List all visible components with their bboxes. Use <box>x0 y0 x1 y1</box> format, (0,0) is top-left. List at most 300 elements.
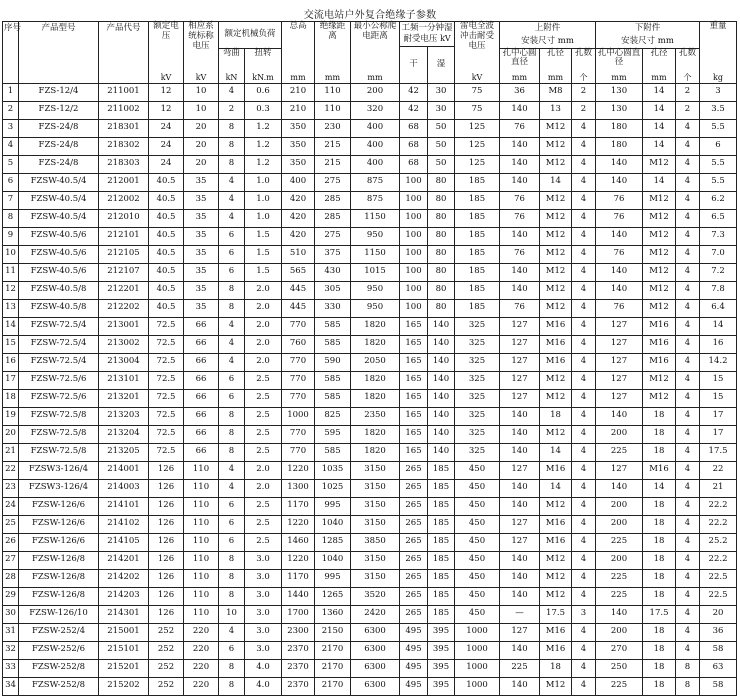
table-cell: 6 <box>219 389 245 407</box>
table-cell-model: FZSW-40.5/4 <box>19 173 99 191</box>
table-cell: 18 <box>643 587 676 605</box>
table-cell: 220 <box>184 659 219 677</box>
table-cell: 1.2 <box>245 119 282 137</box>
table-cell: 27 <box>3 551 19 569</box>
table-row <box>3 155 737 173</box>
table-cell: 2.5 <box>245 533 282 551</box>
table-cell: 4 <box>676 425 700 443</box>
table-cell: 13 <box>540 101 572 119</box>
table-cell: 2300 <box>282 623 315 641</box>
table-cell: 14 <box>700 317 737 335</box>
table-cell: 35 <box>184 227 219 245</box>
table-cell: M12 <box>540 155 572 173</box>
table-cell: 5 <box>3 155 19 173</box>
table-cell: 14 <box>3 317 19 335</box>
table-cell: 4 <box>572 173 596 191</box>
table-cell: 22.5 <box>700 569 737 587</box>
table-cell: 10 <box>184 101 219 119</box>
table-cell: 14 <box>643 173 676 191</box>
table-cell: 214301 <box>99 605 149 623</box>
table-cell: 1000 <box>455 641 500 659</box>
table-cell: 4 <box>572 533 596 551</box>
table-cell: 126 <box>149 569 184 587</box>
header-upper-fitting: 上附件 安装尺寸 mm <box>500 22 596 49</box>
table-cell: 185 <box>455 281 500 299</box>
table-cell: 24 <box>149 155 184 173</box>
table-cell: 4 <box>219 353 245 371</box>
table-cell: 430 <box>315 263 351 281</box>
table-cell: 72.5 <box>149 317 184 335</box>
table-cell-model: FZSW-72.5/4 <box>19 353 99 371</box>
table-cell: M12 <box>540 389 572 407</box>
table-cell: 400 <box>351 137 400 155</box>
table-cell: 18 <box>643 641 676 659</box>
table-cell: 400 <box>282 173 315 191</box>
table-cell: M12 <box>643 227 676 245</box>
table-cell-model: FZSW-72.5/6 <box>19 389 99 407</box>
table-cell-model: FZSW-72.5/6 <box>19 371 99 389</box>
table-cell: 35 <box>184 245 219 263</box>
table-cell: M12 <box>540 677 572 695</box>
table-row <box>3 407 737 425</box>
table-cell: 325 <box>455 443 500 461</box>
table-cell: 6 <box>219 371 245 389</box>
table-row <box>3 209 737 227</box>
table-cell: 50 <box>428 137 455 155</box>
table-cell: 3850 <box>351 533 400 551</box>
table-cell: 3150 <box>351 515 400 533</box>
table-cell: 2.0 <box>245 335 282 353</box>
table-cell: 140 <box>500 281 540 299</box>
table-cell: 325 <box>455 389 500 407</box>
table-cell: 1.0 <box>245 209 282 227</box>
table-cell: 130 <box>596 101 643 119</box>
table-cell: 250 <box>596 659 643 677</box>
table-cell: 4 <box>676 533 700 551</box>
table-cell: 1000 <box>455 623 500 641</box>
table-cell: 210 <box>282 83 315 101</box>
table-cell: 3150 <box>351 569 400 587</box>
table-cell: 76 <box>500 299 540 317</box>
table-cell: 4 <box>572 515 596 533</box>
table-cell: 265 <box>400 551 428 569</box>
table-cell: 140 <box>500 137 540 155</box>
table-cell: 140 <box>500 101 540 119</box>
table-cell: 40.5 <box>149 245 184 263</box>
table-cell: 127 <box>500 353 540 371</box>
table-cell: 14 <box>643 479 676 497</box>
header-system-voltage: 相应系统标称电压 kV <box>184 22 219 84</box>
table-cell: 4 <box>572 119 596 137</box>
table-cell: 185 <box>455 263 500 281</box>
table-cell: 20 <box>700 605 737 623</box>
table-cell: 2.0 <box>245 299 282 317</box>
table-cell-model: FZS-24/8 <box>19 137 99 155</box>
table-cell: M12 <box>540 497 572 515</box>
table-cell: 80 <box>428 173 455 191</box>
table-cell: 1.2 <box>245 137 282 155</box>
table-cell: M16 <box>540 353 572 371</box>
table-cell: 211002 <box>99 101 149 119</box>
table-cell: 63 <box>700 659 737 677</box>
table-cell-model: FZSW-126/8 <box>19 551 99 569</box>
table-cell-model: FZSW-40.5/4 <box>19 209 99 227</box>
table-cell: 40.5 <box>149 299 184 317</box>
table-cell: 18 <box>643 623 676 641</box>
table-cell: 140 <box>500 263 540 281</box>
table-cell: 4 <box>676 281 700 299</box>
table-cell: 252 <box>149 641 184 659</box>
table-cell: 2.0 <box>245 353 282 371</box>
table-cell: M12 <box>540 569 572 587</box>
table-cell: 395 <box>428 659 455 677</box>
table-cell: 127 <box>500 335 540 353</box>
table-cell: 3.0 <box>245 551 282 569</box>
table-cell: 40.5 <box>149 263 184 281</box>
table-cell: 25.2 <box>700 533 737 551</box>
table-cell: 185 <box>428 533 455 551</box>
table-cell: 18 <box>643 443 676 461</box>
table-cell: 395 <box>428 677 455 695</box>
table-cell: 495 <box>400 659 428 677</box>
table-row <box>3 659 737 677</box>
table-cell: 24 <box>3 497 19 515</box>
table-cell: 80 <box>428 227 455 245</box>
table-cell: 4 <box>572 659 596 677</box>
table-cell: 213004 <box>99 353 149 371</box>
header-rated-voltage: 额定电压 kV <box>149 22 184 84</box>
table-cell-model: FZS-24/8 <box>19 119 99 137</box>
table-cell: 140 <box>428 371 455 389</box>
table-cell: 185 <box>428 497 455 515</box>
table-cell: 6 <box>219 227 245 245</box>
table-cell-model: FZSW-72.5/8 <box>19 407 99 425</box>
table-cell: 213001 <box>99 317 149 335</box>
table-cell: 200 <box>596 425 643 443</box>
table-cell: 320 <box>351 101 400 119</box>
table-row <box>3 317 737 335</box>
table-cell: 140 <box>500 479 540 497</box>
table-cell: 305 <box>315 281 351 299</box>
table-cell: 1820 <box>351 335 400 353</box>
table-cell: M12 <box>643 281 676 299</box>
table-cell: 110 <box>184 587 219 605</box>
table-cell: 7.8 <box>700 281 737 299</box>
table-cell: M12 <box>540 191 572 209</box>
table-cell: 212201 <box>99 281 149 299</box>
table-cell: 450 <box>455 569 500 587</box>
table-cell: 165 <box>400 371 428 389</box>
table-cell: 4 <box>572 191 596 209</box>
table-cell: 450 <box>455 551 500 569</box>
table-cell: 140 <box>500 497 540 515</box>
table-cell: 8 <box>219 569 245 587</box>
table-cell: 1035 <box>315 461 351 479</box>
table-row <box>3 425 737 443</box>
table-cell: 8 <box>219 551 245 569</box>
table-row <box>3 173 737 191</box>
table-cell: 8 <box>676 677 700 695</box>
table-cell: 140 <box>500 173 540 191</box>
table-cell: 4 <box>572 281 596 299</box>
table-cell: 395 <box>428 623 455 641</box>
table-cell: 200 <box>596 551 643 569</box>
table-cell: 213101 <box>99 371 149 389</box>
table-cell: 17 <box>700 425 737 443</box>
table-cell: 212101 <box>99 227 149 245</box>
table-cell: 12 <box>149 101 184 119</box>
table-cell: 22.2 <box>700 515 737 533</box>
table-cell: 1820 <box>351 443 400 461</box>
table-cell: 450 <box>455 479 500 497</box>
table-cell: 995 <box>315 497 351 515</box>
table-cell: 140 <box>428 353 455 371</box>
table-cell: 4 <box>572 461 596 479</box>
table-cell-model: FZSW-72.5/4 <box>19 335 99 353</box>
table-cell: 375 <box>315 245 351 263</box>
table-cell: 3.5 <box>700 101 737 119</box>
table-cell-model: FZSW-252/8 <box>19 659 99 677</box>
table-cell: 3520 <box>351 587 400 605</box>
table-cell: 325 <box>455 335 500 353</box>
table-cell: 28 <box>3 569 19 587</box>
table-row <box>3 479 737 497</box>
table-cell: 35 <box>184 191 219 209</box>
table-cell: 2420 <box>351 605 400 623</box>
table-cell: M12 <box>643 245 676 263</box>
table-cell: 265 <box>400 605 428 623</box>
table-cell: 3 <box>572 605 596 623</box>
table-cell: 1.0 <box>245 191 282 209</box>
table-cell: 140 <box>428 443 455 461</box>
table-cell: 185 <box>428 461 455 479</box>
table-cell: 445 <box>282 281 315 299</box>
table-cell: M12 <box>643 389 676 407</box>
table-cell: M16 <box>540 317 572 335</box>
table-cell: 140 <box>596 227 643 245</box>
table-cell: 140 <box>428 389 455 407</box>
table-cell: 1000 <box>455 677 500 695</box>
table-cell: 75 <box>455 83 500 101</box>
table-cell: 185 <box>428 551 455 569</box>
table-cell: 214102 <box>99 515 149 533</box>
table-cell: 165 <box>400 353 428 371</box>
table-cell: 4 <box>572 569 596 587</box>
table-cell: 2350 <box>351 407 400 425</box>
table-cell: 1460 <box>282 533 315 551</box>
table-cell: M16 <box>540 533 572 551</box>
table-cell: 110 <box>315 83 351 101</box>
table-cell: 126 <box>149 461 184 479</box>
table-cell: 325 <box>455 371 500 389</box>
table-cell: 185 <box>455 173 500 191</box>
table-cell: 2370 <box>282 659 315 677</box>
table-row <box>3 551 737 569</box>
table-cell: 30 <box>428 101 455 119</box>
table-cell: 350 <box>282 119 315 137</box>
table-cell: 760 <box>282 335 315 353</box>
table-cell: 220 <box>184 623 219 641</box>
table-cell: 18 <box>643 533 676 551</box>
table-cell: 420 <box>282 191 315 209</box>
table-cell: 825 <box>315 407 351 425</box>
table-cell: 80 <box>428 245 455 263</box>
table-cell: 40.5 <box>149 173 184 191</box>
table-cell: 4 <box>676 515 700 533</box>
header-lower-fitting: 下附件 安装尺寸 mm <box>596 22 700 49</box>
table-cell: M12 <box>540 551 572 569</box>
table-cell: 6 <box>219 497 245 515</box>
header-lower-hole-count: 孔数 个 <box>676 48 700 83</box>
table-cell: 420 <box>282 209 315 227</box>
table-cell: 185 <box>428 569 455 587</box>
table-cell: 140 <box>500 569 540 587</box>
table-cell: 68 <box>400 119 428 137</box>
table-cell: 4 <box>676 245 700 263</box>
table-cell: 1820 <box>351 371 400 389</box>
table-cell: 14 <box>540 443 572 461</box>
table-cell: 110 <box>184 515 219 533</box>
table-cell: 100 <box>400 209 428 227</box>
table-cell: 165 <box>400 407 428 425</box>
table-cell: 8 <box>219 443 245 461</box>
table-cell: 4 <box>676 461 700 479</box>
table-cell: 330 <box>315 299 351 317</box>
header-upper-hole-center: 孔中心圆直径 mm <box>500 48 540 83</box>
table-cell: 127 <box>500 389 540 407</box>
table-cell: 3150 <box>351 497 400 515</box>
table-cell: 185 <box>455 299 500 317</box>
table-cell: 252 <box>149 623 184 641</box>
table-cell: 8 <box>219 587 245 605</box>
table-cell: 126 <box>149 479 184 497</box>
table-cell: 140 <box>500 227 540 245</box>
table-cell: 76 <box>500 209 540 227</box>
table-cell: 950 <box>351 227 400 245</box>
table-cell: 211001 <box>99 83 149 101</box>
table-cell: 400 <box>351 119 400 137</box>
table-cell: 350 <box>282 137 315 155</box>
table-cell: 126 <box>149 605 184 623</box>
table-cell: 100 <box>400 173 428 191</box>
table-cell: 185 <box>455 209 500 227</box>
table-cell: 110 <box>315 101 351 119</box>
table-cell: 80 <box>428 299 455 317</box>
table-cell: 22.2 <box>700 551 737 569</box>
table-cell: 325 <box>455 317 500 335</box>
table-cell: 140 <box>500 641 540 659</box>
table-cell: 185 <box>428 587 455 605</box>
table-cell: 565 <box>282 263 315 281</box>
table-cell: 4.0 <box>245 659 282 677</box>
table-cell: 212202 <box>99 299 149 317</box>
table-cell: 34 <box>3 677 19 695</box>
table-cell: 495 <box>400 677 428 695</box>
table-cell-model: FZSW-40.5/6 <box>19 227 99 245</box>
table-cell: 127 <box>596 389 643 407</box>
table-cell: 4 <box>676 551 700 569</box>
table-cell: 20 <box>184 119 219 137</box>
table-cell: 4 <box>572 407 596 425</box>
table-cell: 4 <box>676 335 700 353</box>
table-cell: 17 <box>700 407 737 425</box>
table-cell: 127 <box>500 371 540 389</box>
table-cell: 1265 <box>315 587 351 605</box>
table-cell: 265 <box>400 569 428 587</box>
table-cell: 595 <box>315 425 351 443</box>
table-cell: 4 <box>219 209 245 227</box>
table-cell: 3 <box>3 119 19 137</box>
table-cell: 80 <box>428 281 455 299</box>
table-cell: 585 <box>315 317 351 335</box>
table-cell: 76 <box>596 191 643 209</box>
table-cell: 265 <box>400 587 428 605</box>
table-row <box>3 137 737 155</box>
table-cell: 213002 <box>99 335 149 353</box>
table-cell: 2170 <box>315 659 351 677</box>
table-cell: 40.5 <box>149 191 184 209</box>
table-cell: 66 <box>184 317 219 335</box>
table-cell: 265 <box>400 479 428 497</box>
table-cell: 265 <box>400 515 428 533</box>
table-cell: 4 <box>219 335 245 353</box>
table-cell: 215201 <box>99 659 149 677</box>
table-cell: 4 <box>572 677 596 695</box>
table-cell: 125 <box>455 155 500 173</box>
table-cell: 1700 <box>282 605 315 623</box>
table-cell: 2 <box>219 101 245 119</box>
table-cell: 110 <box>184 551 219 569</box>
table-cell: 6.4 <box>700 299 737 317</box>
table-cell: 10 <box>219 605 245 623</box>
table-row <box>3 263 737 281</box>
table-cell: 68 <box>400 155 428 173</box>
table-cell: 4 <box>219 173 245 191</box>
table-cell: 17.5 <box>540 605 572 623</box>
table-cell: 2.0 <box>245 281 282 299</box>
table-cell: 4 <box>572 479 596 497</box>
header-insulation-dist: 绝缘距离 mm <box>315 22 351 84</box>
table-cell: 350 <box>282 155 315 173</box>
table-cell: 140 <box>596 281 643 299</box>
table-cell: 6 <box>219 263 245 281</box>
table-cell: 16 <box>3 353 19 371</box>
table-cell: 4 <box>676 119 700 137</box>
table-cell-model: FZSW-72.5/4 <box>19 317 99 335</box>
table-cell: 14 <box>643 101 676 119</box>
table-cell: 4 <box>572 587 596 605</box>
table-cell: 770 <box>282 371 315 389</box>
table-cell: 2 <box>676 83 700 101</box>
table-row <box>3 461 737 479</box>
table-cell: 230 <box>315 119 351 137</box>
table-cell: 4 <box>572 389 596 407</box>
table-body <box>3 83 737 695</box>
table-cell: 4 <box>676 173 700 191</box>
table-cell: 495 <box>400 623 428 641</box>
table-cell: 5.5 <box>700 173 737 191</box>
table-cell: 445 <box>282 299 315 317</box>
table-cell: M16 <box>643 317 676 335</box>
table-cell: 4 <box>572 623 596 641</box>
table-cell: 72.5 <box>149 335 184 353</box>
table-cell: 1040 <box>315 551 351 569</box>
table-cell: 770 <box>282 443 315 461</box>
table-cell: 75 <box>455 101 500 119</box>
table-cell: 66 <box>184 425 219 443</box>
table-cell: 140 <box>500 551 540 569</box>
table-cell: 165 <box>400 317 428 335</box>
